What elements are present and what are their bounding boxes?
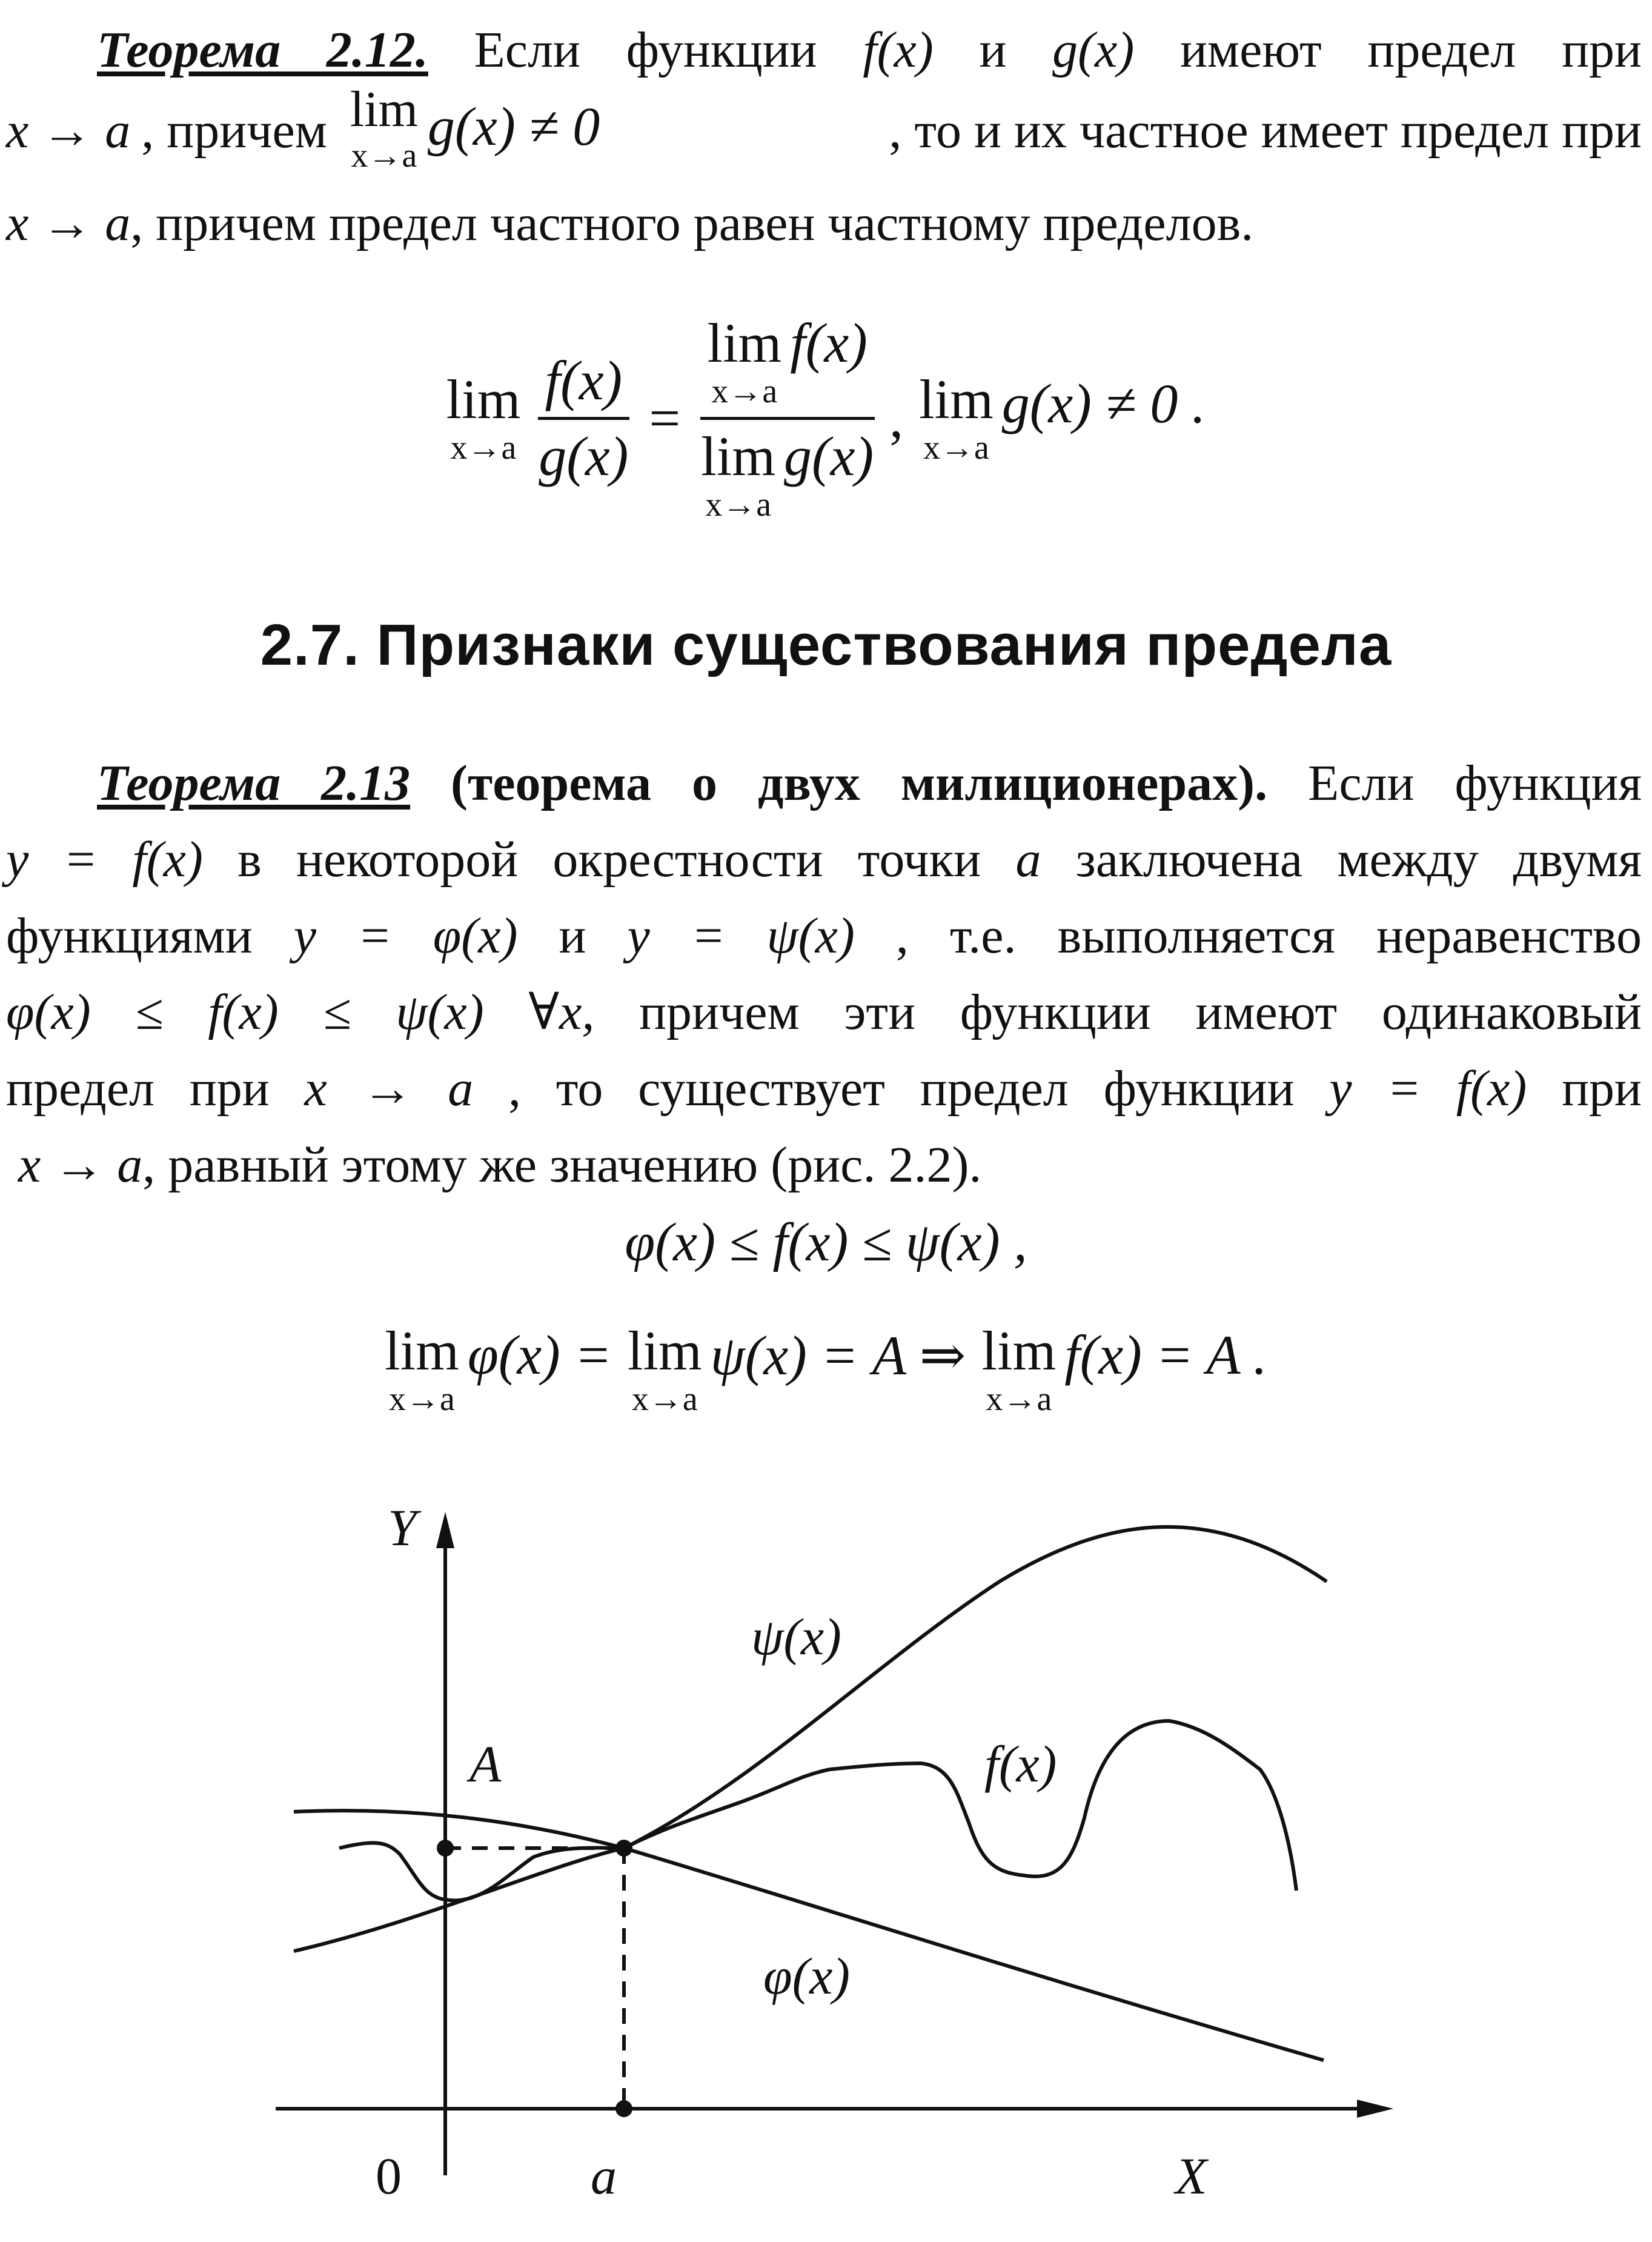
theorem-2-13-formula-2 — [0, 1309, 1652, 1430]
section-heading: 2.7. Признаки существования предела — [260, 613, 1392, 677]
math-g: g(x) — [1052, 22, 1135, 78]
lim-word: lim — [385, 1320, 459, 1382]
text: в некоторой окрестности точки — [237, 831, 981, 888]
math-psi: y = ψ(x) — [627, 908, 855, 964]
math-expression: ψ(x) = A ⇒ — [710, 1325, 966, 1386]
theorem-2-12-line-3 — [6, 185, 1642, 262]
text: , то существует предел функции — [508, 1060, 1295, 1117]
fraction-f-over-g — [531, 349, 635, 487]
theorem-2-13-line-4 — [6, 974, 1642, 1051]
lim-subscript: x→a — [711, 372, 778, 410]
lim-word: lim — [919, 368, 994, 430]
lim-word: lim — [707, 311, 782, 374]
lim-subscript: x→a — [705, 485, 772, 524]
math-inequality: φ(x) ≤ f(x) ≤ ψ(x) — [6, 984, 484, 1040]
text: и — [559, 908, 586, 964]
condition-expression: g(x) ≠ 0 . — [1001, 373, 1206, 434]
phi-label: φ(x) — [763, 1947, 851, 2005]
theorem-2-13-formula-1: φ(x) ≤ f(x) ≤ ψ(x) , — [625, 1212, 1027, 1272]
x-axis-label: X — [1175, 2147, 1207, 2205]
numerator-expression: f(x) — [790, 311, 867, 374]
theorem-2-12-title: Теорема 2.12. — [97, 22, 428, 78]
psi-curve — [294, 1527, 1327, 1951]
lim-word: lim — [627, 1320, 702, 1382]
math-x-to-a: x → a — [6, 102, 131, 159]
lim-subscript: x→a — [631, 1380, 698, 1418]
theorem-2-12-paragraph — [6, 12, 1642, 262]
theorem-2-13-line-1 — [6, 745, 1642, 822]
lim-subscript: x→a — [389, 1380, 455, 1418]
comma: , — [889, 387, 904, 449]
fraction-limits — [694, 311, 881, 524]
math-f: f(x) — [863, 22, 934, 78]
text: заключена между двумя — [1075, 831, 1642, 888]
lim-subscript: x→a — [450, 429, 517, 467]
point-A — [437, 1840, 454, 1857]
text: Если функция — [1308, 755, 1642, 811]
lim-word: lim — [446, 368, 521, 430]
math-y-f: y = f(x) — [1329, 1060, 1527, 1117]
figure-2-2 — [0, 1479, 1652, 2242]
text: функциями — [6, 908, 253, 964]
math-forall: ∀x, — [528, 984, 595, 1040]
text: и — [979, 22, 1007, 78]
lim-word: lim — [350, 81, 418, 138]
numerator: f(x) — [538, 353, 630, 420]
origin-label: 0 — [376, 2147, 402, 2205]
point-a — [615, 2100, 632, 2117]
f-label: f(x) — [984, 1735, 1057, 1793]
math-x-to-a: x → a — [304, 1060, 474, 1117]
y-axis-label: Y — [388, 1499, 417, 1557]
point-intersection — [615, 1840, 632, 1857]
x-axis-arrow-icon — [1357, 2100, 1393, 2118]
theorem-2-13-paragraph — [6, 745, 1642, 1203]
text: , причем предел частного равен частному пределов. — [130, 195, 1254, 251]
psi-label: ψ(x) — [751, 1608, 841, 1666]
theorem-2-12-formula — [0, 311, 1652, 524]
math-expression: φ(x) = — [467, 1324, 612, 1386]
lim-word: lim — [701, 425, 775, 487]
denominator-expression: g(x) — [783, 425, 874, 487]
text: , причем — [141, 102, 327, 159]
lim-word: lim — [981, 1320, 1057, 1382]
a-label: a — [591, 2147, 617, 2205]
text: Если функции — [474, 22, 817, 78]
math-expression: g(x) ≠ 0 — [427, 97, 600, 157]
math-a: a — [1015, 831, 1041, 888]
math-y-f: y = f(x) — [6, 831, 203, 888]
y-axis-arrow-icon — [436, 1512, 454, 1548]
theorem-2-13-line-6 — [6, 1127, 1642, 1203]
theorem-2-12-line-1 — [6, 12, 1642, 88]
denominator: g(x) — [539, 425, 629, 487]
theorem-2-13-line-2 — [6, 822, 1642, 898]
lim-subscript: x→a — [351, 137, 417, 175]
text: при — [1562, 1060, 1642, 1117]
A-label: A — [469, 1735, 502, 1793]
figure-svg — [0, 1479, 1652, 2242]
theorem-2-12-line-2 — [6, 81, 1642, 175]
lim-subscript: x→a — [923, 429, 989, 467]
text: , т.е. выполняется неравенство — [895, 908, 1642, 964]
theorem-2-13-line-3 — [6, 898, 1642, 974]
math-expression: f(x) = A . — [1064, 1324, 1267, 1386]
text: предел при — [6, 1060, 270, 1117]
inline-limit — [350, 81, 600, 175]
math-x-to-a: x → a — [18, 1137, 143, 1193]
theorem-2-13-line-5 — [6, 1051, 1642, 1127]
text: имеют предел при — [1179, 22, 1642, 78]
math-phi: y = φ(x) — [293, 908, 518, 964]
theorem-2-13-title: Теорема 2.13 — [97, 755, 411, 811]
condition-limit — [919, 368, 1206, 467]
theorem-2-13-subtitle: (теорема о двух милиционерах). — [451, 755, 1268, 811]
math-x-to-a: x → a — [6, 195, 131, 251]
lim-subscript: x→a — [986, 1380, 1052, 1418]
text: причем эти функции имеют одинаковый — [639, 984, 1642, 1040]
text: , то и их частное имеет предел при — [889, 102, 1642, 159]
equals-sign: = — [649, 387, 681, 449]
text: , равный этому же значению (рис. 2.2). — [142, 1137, 982, 1193]
